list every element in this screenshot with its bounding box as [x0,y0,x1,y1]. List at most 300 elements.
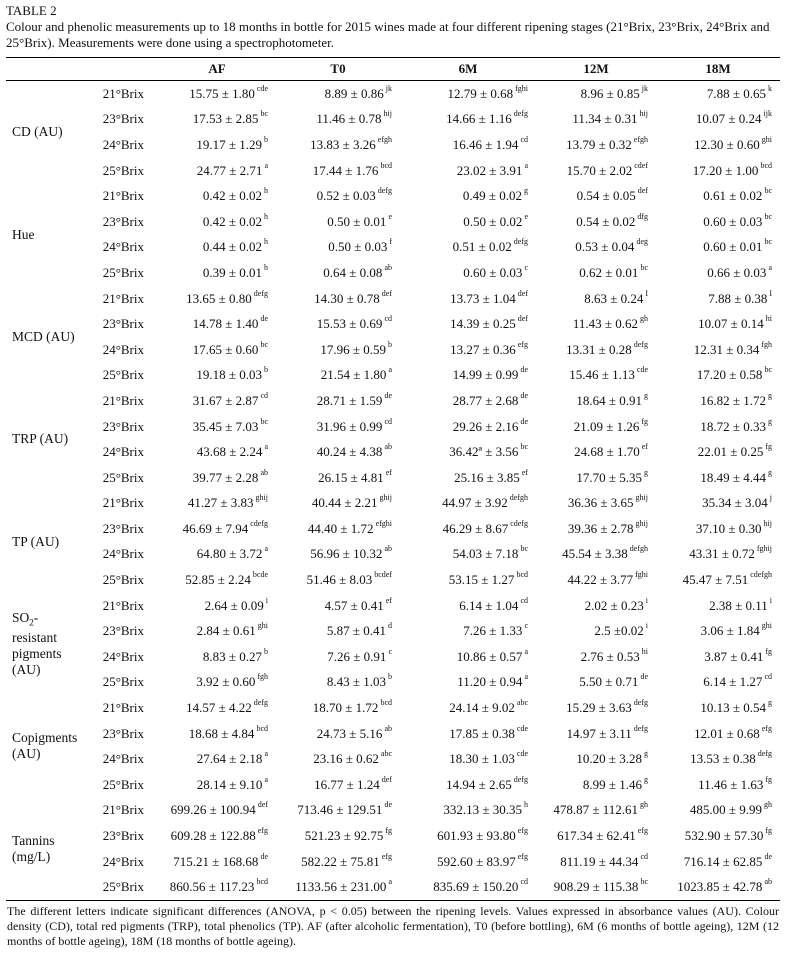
significance-letters: ghij [255,493,268,503]
table-cell [536,363,656,389]
table-cell [536,260,656,286]
table-cell [400,439,536,465]
table-cell [536,81,656,107]
table-cell [276,567,400,593]
significance-letters: defg [757,749,772,759]
cell-value: 10.07 ± 0.24 [695,111,762,127]
table-cell [158,644,276,670]
cell-value: 14.78 ± 1.40 [192,316,259,332]
significance-letters: I [645,288,648,298]
cell-value: 46.69 ± 7.94 [182,520,249,536]
table-cell [400,337,536,363]
table-row [6,81,780,107]
table-cell [400,183,536,209]
cell-value: 24.77 ± 2.71 [196,162,263,178]
significance-letters: a [264,442,268,452]
cell-value: 0.53 ± 0.04 [575,239,635,255]
cell-value: 14.94 ± 2.65 [446,776,512,792]
significance-letters: cd [260,390,268,400]
table-cell [656,593,780,619]
table-cell [276,644,400,670]
table-cell [400,209,536,235]
significance-letters: defg [633,339,648,349]
cell-value: 532.90 ± 57.30 [684,828,764,844]
significance-letters: g [644,467,648,477]
table-row [6,286,780,312]
table-cell [656,439,780,465]
cell-value: 17.53 ± 2.85 [192,111,259,127]
cell-value: 13.65 ± 0.80 [186,290,252,306]
table-cell [656,183,780,209]
cell-value: 601.93 ± 93.80 [437,828,516,844]
cell-value: 18.64 ± 0.91 [576,392,642,408]
table-cell [400,644,536,670]
significance-letters: g [768,390,772,400]
significance-letters: g [644,390,648,400]
table-cell [276,721,400,747]
significance-letters: cdefgh [750,570,772,580]
cell-value: 21.09 ± 1.26 [573,418,640,434]
significance-letters: f [389,237,392,247]
significance-letters: j [769,493,772,503]
table-cell [400,849,536,875]
significance-letters: defgh [509,493,528,503]
ripening-stage: 23°Brix [102,828,144,844]
cell-value: 18.70 ± 1.72 [312,700,379,716]
significance-letters: bc [260,416,268,426]
cell-value: 44.97 ± 3.92 [442,495,508,511]
cell-value: 0.60 ± 0.03 [703,213,763,229]
significance-letters: efg [257,826,268,836]
significance-letters: defg [633,698,648,708]
table-row [6,874,780,900]
table-cell [536,593,656,619]
cell-value: 17.70 ± 5.35 [576,469,642,485]
cell-value: 0.54 ± 0.05 [576,188,636,204]
table-cell [536,286,656,312]
table-cell [536,235,656,261]
cell-value: 7.26 ± 0.91 [327,648,387,664]
table-cell [536,107,656,133]
table-footnote: The different letters indicate significant differences (ANOVA, p < 0.05) between the ripening levels. Values expressed in absorbance values (AU). Colour density (CD), total red pigments (TRP), total phenolics (TP). AF (after alcoholic fermentation), T0 (before bottling), 6M (6 months of bottle ageing), 12M (12 months of bottle ageing), 18M (18 months of bottle ageing). [6,901,780,951]
table-cell [158,235,276,261]
table-cell [656,491,780,517]
ripening-stage: 24°Brix [102,239,144,255]
table-cell [656,260,780,286]
significance-letters: h [264,237,268,247]
table-cell [536,183,656,209]
table-cell [656,644,780,670]
cell-value: 45.47 ± 7.51 [682,572,749,588]
table-cell [158,363,276,389]
significance-letters: b [264,646,268,656]
significance-letters: gh [640,800,648,810]
cell-value: 27.64 ± 2.18 [196,751,263,767]
table-row [6,439,780,465]
cell-value: 2.84 ± 0.61 [196,623,256,639]
table-cell [536,209,656,235]
cell-value: 36.42ª ± 3.56 [449,444,519,460]
cell-value: 56.96 ± 10.32 [310,546,383,562]
cell-value: 11.43 ± 0.62 [572,316,638,332]
table-cell [656,772,780,798]
significance-letters: ghij [635,518,648,528]
table-body [6,81,780,901]
table-cell [276,107,400,133]
significance-letters: b [388,339,392,349]
ripening-stage: 23°Brix [102,213,144,229]
table-cell [536,414,656,440]
significance-letters: gh [640,314,648,324]
ripening-stage: 23°Brix [102,623,144,639]
significance-letters: cd [640,851,648,861]
cell-value: 39.36 ± 2.78 [567,520,634,536]
significance-letters: def [257,800,268,810]
significance-letters: bc [764,237,772,247]
col-header-18m: 18M [656,58,780,81]
cell-value: 0.39 ± 0.01 [202,264,262,280]
table-cell [276,593,400,619]
cell-value: 10.07 ± 0.14 [698,316,764,332]
measure-label: $SO_2-$ resistant pigments (AU) [12,609,62,678]
table-cell [158,183,276,209]
cell-value: 7.88 ± 0.38 [708,290,768,306]
table-cell [276,516,400,542]
significance-letters: dfg [637,211,648,221]
ripening-stage: 25°Brix [102,367,144,383]
significance-letters: defgh [629,544,648,554]
significance-letters: defg [513,237,528,247]
cell-value: 18.72 ± 0.33 [700,418,766,434]
significance-letters: ab [384,442,392,452]
cell-value: 28.71 ± 1.59 [316,392,383,408]
table-cell [400,491,536,517]
table-cell [536,746,656,772]
cell-value: 23.02 ± 3.91 [456,162,523,178]
table-cell [158,567,276,593]
cell-value: 17.85 ± 0.38 [449,725,515,741]
significance-letters: c [524,621,528,631]
cell-value: 11.46 ± 1.63 [698,776,764,792]
significance-letters: g [768,467,772,477]
table-cell [400,618,536,644]
cell-value: 28.77 ± 2.68 [452,392,519,408]
significance-letters: def [381,774,392,784]
cell-value: 592.60 ± 83.97 [437,853,516,869]
cell-value: 2.64 ± 0.09 [204,597,264,613]
cell-value: 485.00 ± 9.99 [689,802,762,818]
cell-value: 13.31 ± 0.28 [566,341,632,357]
significance-letters: a [264,774,268,784]
cell-value: 0.54 ± 0.02 [576,213,636,229]
table-cell [158,798,276,824]
table-cell [656,311,780,337]
ripening-stage: 23°Brix [102,316,144,332]
table-cell [656,235,780,261]
table-cell [400,388,536,414]
significance-letters: efg [517,851,528,861]
table-cell [536,618,656,644]
table-cell [158,618,276,644]
table-cell [276,363,400,389]
cell-value: 13.73 ± 1.04 [450,290,516,306]
cell-value: 19.18 ± 0.03 [196,367,262,383]
ripening-stage: 21°Brix [102,802,144,818]
significance-letters: a [524,160,528,170]
cell-value: 609.28 ± 122.88 [170,828,256,844]
significance-letters: bc [520,544,528,554]
significance-letters: def [637,186,648,196]
cell-value: 17.96 ± 0.59 [320,341,386,357]
table-row [6,311,780,337]
cell-value: 12.01 ± 0.68 [694,725,760,741]
significance-letters: bcd [256,877,268,887]
ripening-stage: 23°Brix [102,418,144,434]
cell-value: 716.14 ± 62.85 [683,853,763,869]
header-blank [86,58,158,81]
significance-letters: h [264,211,268,221]
cell-value: 44.40 ± 1.72 [307,520,374,536]
cell-value: 10.86 ± 0.57 [456,648,523,664]
significance-letters: bcdef [374,570,392,580]
table-row [6,414,780,440]
table-cell [276,388,400,414]
table-cell [276,874,400,900]
significance-letters: a [264,749,268,759]
cell-value: 8.83 ± 0.27 [202,648,262,664]
col-header-12m: 12M [536,58,656,81]
table-cell [158,849,276,875]
table-cell [276,81,400,107]
significance-letters: bc [260,109,268,119]
table-cell [656,874,780,900]
cell-value: 41.27 ± 3.83 [187,495,254,511]
table-cell [158,388,276,414]
significance-letters: ab [764,877,772,887]
table-cell [400,874,536,900]
ripening-stage: 25°Brix [102,469,144,485]
significance-letters: efg [637,826,648,836]
cell-value: 39.77 ± 2.28 [192,469,259,485]
significance-letters: i [645,621,648,631]
table-cell [158,107,276,133]
table-cell [656,107,780,133]
significance-letters: cdefg [510,518,528,528]
measure-label: Tannins (mg/L) [12,832,55,864]
table-cell [656,388,780,414]
table-cell [536,644,656,670]
table-cell [536,849,656,875]
cell-value: 18.49 ± 4.44 [700,469,766,485]
table-cell [158,772,276,798]
table-cell [276,439,400,465]
table-row [6,132,780,158]
significance-letters: cd [520,877,528,887]
table-cell [400,695,536,721]
cell-value: 811.19 ± 44.34 [560,853,639,869]
significance-letters: fghi [635,570,648,580]
table-cell [400,593,536,619]
ripening-stage: 24°Brix [102,341,144,357]
cell-value: 40.44 ± 2.21 [311,495,378,511]
table-label: TABLE 2 [6,3,57,18]
cell-value: 6.14 ± 1.04 [459,597,519,613]
table-cell [536,465,656,491]
cell-value: 10.20 ± 3.28 [576,751,642,767]
significance-letters: ef [641,442,648,452]
significance-letters: b [388,672,392,682]
significance-letters: ab [384,723,392,733]
measure-label: CD (AU) [12,124,63,140]
ripening-stage: 21°Brix [102,597,144,613]
measure-label: MCD (AU) [12,328,75,344]
table-cell [276,158,400,184]
table-cell [400,798,536,824]
significance-letters: ef [385,595,392,605]
table-cell [656,337,780,363]
table-row [6,491,780,517]
table-cell [656,465,780,491]
table-cell [276,772,400,798]
table-row [6,260,780,286]
table-cell [536,132,656,158]
table-cell [536,516,656,542]
significance-letters: defg [253,698,268,708]
cell-value: 0.42 ± 0.02 [202,213,262,229]
significance-letters: gh [764,800,772,810]
table-cell [158,132,276,158]
table-cell [400,772,536,798]
significance-letters: g [524,186,528,196]
cell-value: 31.67 ± 2.87 [192,392,259,408]
significance-letters: c [388,646,392,656]
cell-value: 18.68 ± 4.84 [188,725,255,741]
table-cell [536,823,656,849]
table-cell [276,823,400,849]
table-row [6,388,780,414]
significance-letters: efghi [375,518,392,528]
significance-letters: ghi [761,621,772,631]
significance-letters: ab [384,544,392,554]
cell-value: 8.99 ± 1.46 [582,776,642,792]
table-cell [656,286,780,312]
cell-value: 10.13 ± 0.54 [700,700,766,716]
ripening-stage: 25°Brix [102,264,144,280]
table-cell [400,516,536,542]
significance-letters: a [264,160,268,170]
cell-value: 13.79 ± 0.32 [566,136,632,152]
cell-value: 17.44 ± 1.76 [312,162,379,178]
table-row [6,516,780,542]
table-cell [656,721,780,747]
significance-letters: defg [377,186,392,196]
table-cell [276,183,400,209]
significance-letters: hi [641,646,648,656]
cell-value: 0.49 ± 0.02 [462,188,522,204]
cell-value: 29.26 ± 2.16 [452,418,519,434]
significance-letters: bc [764,186,772,196]
cell-value: 64.80 ± 3.72 [196,546,263,562]
cell-value: 14.39 ± 0.25 [450,316,516,332]
cell-value: 15.75 ± 1.80 [189,85,255,101]
table-cell [158,491,276,517]
table-row [6,158,780,184]
cell-value: 22.01 ± 0.25 [697,444,764,460]
cell-value: 23.16 ± 0.62 [313,751,379,767]
significance-letters: a [524,646,528,656]
cell-value: 5.87 ± 0.41 [326,623,386,639]
table-cell [158,260,276,286]
significance-letters: deg [636,237,648,247]
ripening-stage: 21°Brix [102,188,144,204]
cell-value: 28.14 ± 9.10 [196,776,263,792]
table-row [6,209,780,235]
significance-letters: de [520,416,528,426]
table-cell [400,311,536,337]
table-cell [400,746,536,772]
significance-letters: cde [636,365,648,375]
table-cell [158,516,276,542]
significance-letters: k [768,83,772,93]
cell-value: 5.50 ± 0.71 [579,674,639,690]
cell-value: 15.70 ± 2.02 [566,162,633,178]
cell-value: 44.22 ± 3.77 [567,572,634,588]
cell-value: 35.34 ± 3.04 [702,495,768,511]
cell-value: 52.85 ± 2.24 [185,572,251,588]
ripening-stage: 21°Brix [102,290,144,306]
significance-letters: def [517,288,528,298]
table-cell [400,670,536,696]
significance-letters: fg [765,442,772,452]
significance-letters: fg [765,826,772,836]
table-cell [276,337,400,363]
cell-value: 15.53 ± 0.69 [316,316,383,332]
significance-letters: b [264,134,268,144]
table-cell [400,260,536,286]
significance-letters: hij [383,109,392,119]
significance-letters: ab [384,262,392,272]
significance-letters: g [644,774,648,784]
table-cell [158,286,276,312]
significance-letters: ab [260,467,268,477]
significance-letters: bc [520,442,528,452]
significance-letters: hij [639,109,648,119]
cell-value: 0.42 ± 0.02 [202,188,262,204]
significance-letters: a [524,672,528,682]
significance-letters: d [388,621,392,631]
significance-letters: efgh [633,134,648,144]
table-cell [276,209,400,235]
cell-value: 0.50 ± 0.03 [328,239,388,255]
significance-letters: fghij [756,544,772,554]
ripening-stage: 21°Brix [102,85,144,101]
cell-value: 19.17 ± 1.29 [196,136,262,152]
table-cell [656,823,780,849]
cell-value: 2.5 ±0.02 [594,623,644,639]
cell-value: 14.97 ± 3.11 [566,725,632,741]
cell-value: 45.54 ± 3.38 [562,546,628,562]
table-cell [536,670,656,696]
cell-value: 25.16 ± 3.85 [454,469,520,485]
cell-value: 835.69 ± 150.20 [433,879,519,895]
cell-value: 8.96 ± 0.85 [580,85,640,101]
table-cell [158,209,276,235]
ripening-stage: 24°Brix [102,136,144,152]
cell-value: 37.10 ± 0.30 [695,520,762,536]
ripening-stage: 25°Brix [102,879,144,895]
significance-letters: fgh [761,339,772,349]
cell-value: 713.46 ± 129.51 [297,802,383,818]
